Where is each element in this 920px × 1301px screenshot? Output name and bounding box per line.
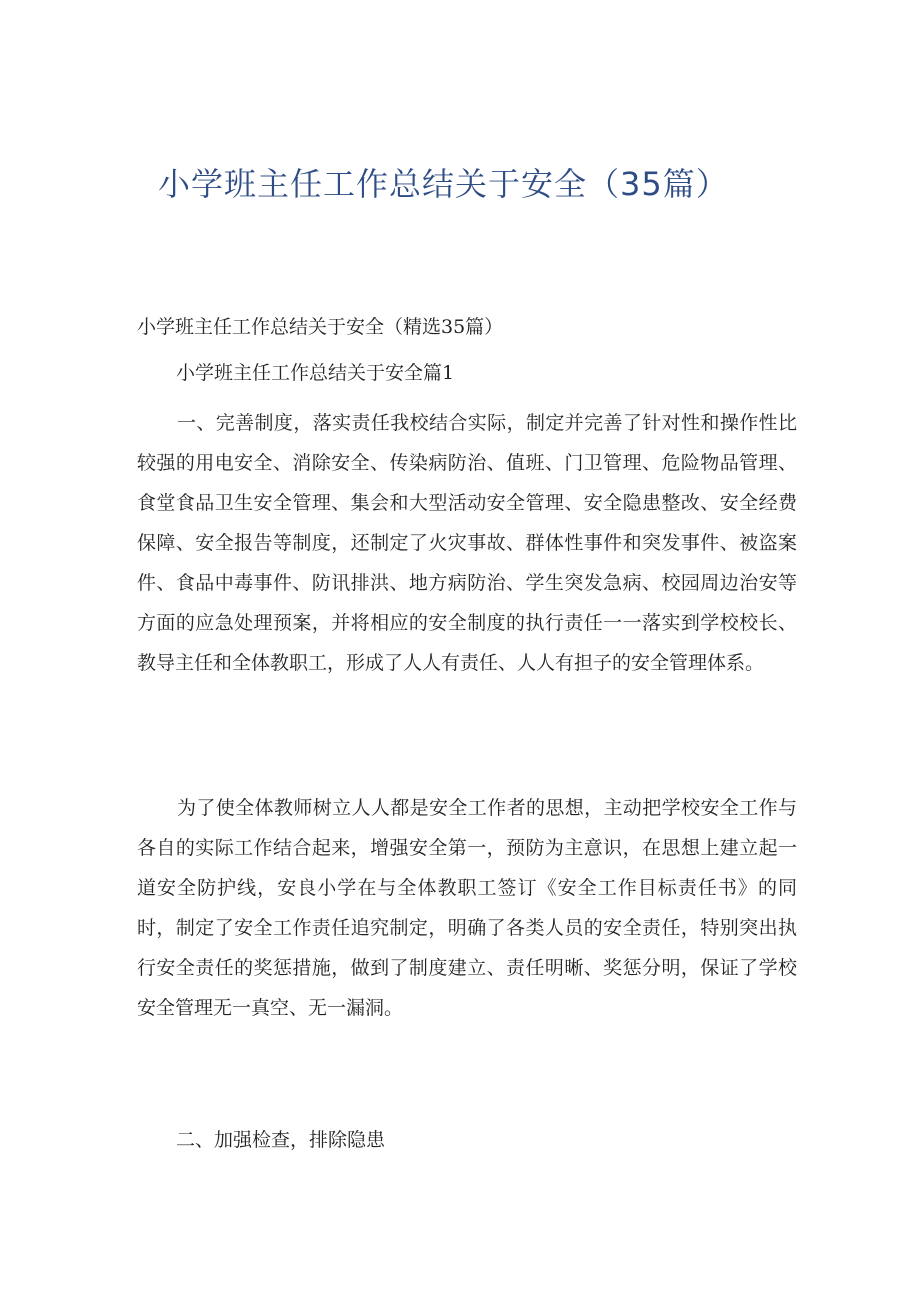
document-subtitle: 小学班主任工作总结关于安全（精选35篇）: [137, 316, 504, 338]
section-heading: 小学班主任工作总结关于安全篇1: [176, 362, 455, 384]
document-title: 小学班主任工作总结关于安全（35篇）: [158, 165, 729, 203]
sub-heading: 二、加强检查，排除隐患: [176, 1129, 386, 1151]
paragraph-1: 一、完善制度，落实责任我校结合实际，制定并完善了针对性和操作性比较强的用电安全、消除安全、传染病防治、值班、门卫管理、危险物品管理、食堂食品卫生安全管理、集会和大型活动安全管理、安全隐患整改、安全经费保障、安全报告等制度，还制定了火灾事故、群体性事件和突发事件、被盗案件、食品中毒事件、防讯排洪、地方病防治、学生突发急病、校园周边治安等方面的应急处理预案，并将相应的安全制度的执行责任一一落实到学校校长、教导主任和全体教职工，形成了人人有责任、人人有担子的安全管理体系。: [137, 412, 797, 674]
paragraph-2: 为了使全体教师树立人人都是安全工作者的思想，主动把学校安全工作与各自的实际工作结合起来，增强安全第一，预防为主意识，在思想上建立起一道安全防护线，安良小学在与全体教职工签订《安全工作目标责任书》的同时，制定了安全工作责任追究制定，明确了各类人员的安全责任，特别突出执行安全责任的奖惩措施，做到了制度建立、责任明晰、奖惩分明，保证了学校安全管理无一真空、无一漏洞。: [137, 797, 797, 1019]
